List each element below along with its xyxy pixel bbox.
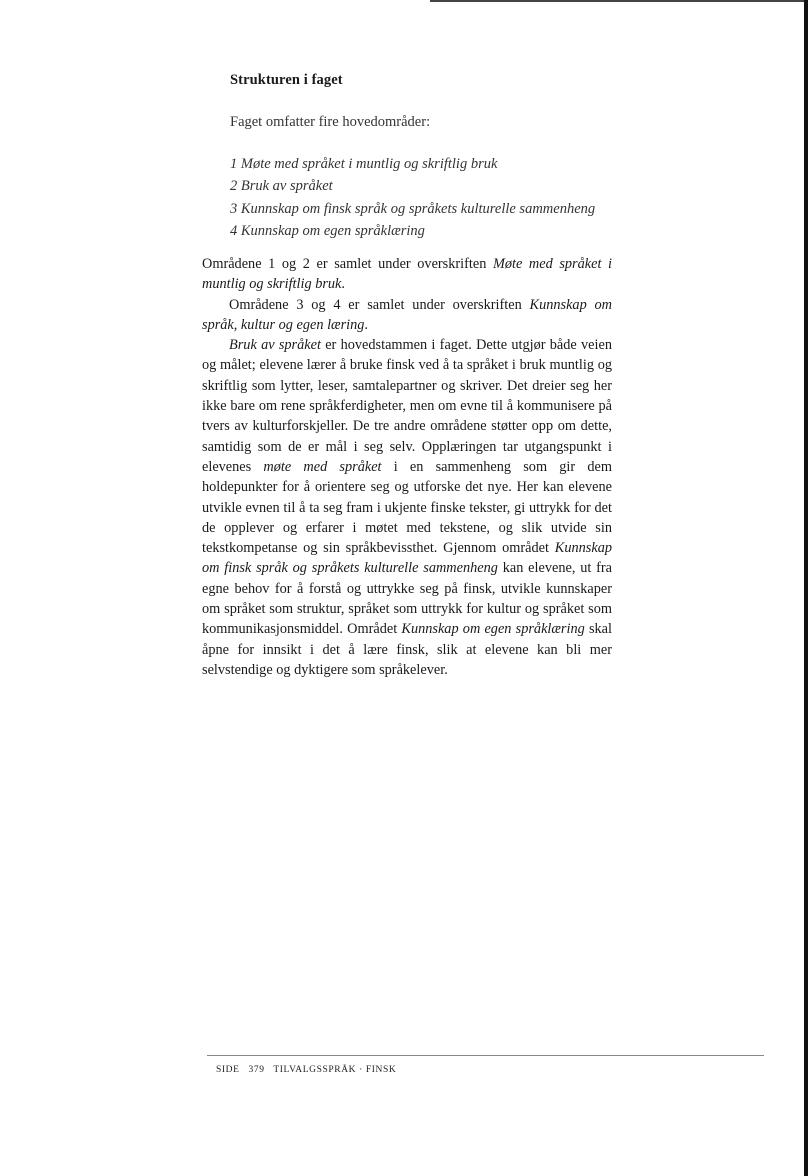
body-text (202, 254, 612, 680)
footer-divider (207, 1055, 764, 1056)
intro-text: Faget omfatter fire hovedområder: (230, 114, 431, 130)
section-heading: Strukturen i faget (230, 72, 343, 88)
page-number: 379 (248, 1065, 265, 1075)
footer-section: TILVALGSSPRÅK · FINSK (273, 1065, 397, 1075)
paragraph-1: Områdene 1 og 2 er samlet under overskriften Møte med språket i muntlig og skriftlig bruk. (202, 256, 612, 293)
page-footer (216, 1065, 402, 1075)
main-areas-list (230, 153, 595, 242)
scan-edge-top (430, 0, 808, 2)
list-item: 4 Kunnskap om egen språklæring (230, 222, 425, 239)
paragraph-2: Områdene 3 og 4 er samlet under overskriften Kunnskap om språk, kultur og egen læring. (202, 296, 612, 333)
list-item: 3 Kunnskap om finsk språk og språkets kulturelle sammenheng (230, 200, 596, 217)
footer-side-label: SIDE (216, 1065, 240, 1075)
scan-edge-right (804, 0, 808, 1176)
list-item: 1 Møte med språket i muntlig og skriftlig bruk (230, 156, 498, 172)
paragraph-3: Bruk av språket er hovedstammen i faget. Dette utgjør både veien og målet; elevene lærer å bruke finsk ved å ta språket i bruk muntlig og skriftlig som lytter, leser, samtalepartner og skriver. Det dreier seg her ikke bare om rene språkferdigheter, men om evne til å kommunisere på tvers av kulturforskjeller. De tre andre områdene støtter opp om dette, samtidig som de er mål i seg selv. Opplæringen tar utgangspunkt i elevenes møte med språket i en sammenheng som gir dem holdepunkter for å orientere seg og utforske det nye. Her kan elevene utvikle evnen til å ta seg fram i ukjente finske tekster, gi uttrykk for det de opplever og erfarer i møtet med tekstene, og slik utvide sin tekstkompetanse og sin språkbevissthet. Gjennom området Kunnskap om finsk språk og språkets kulturelle sammenheng kan elevene, ut fra egne behov for å forstå og uttrykke seg på finsk, utvikle kunnskaper om språket som struktur, språket som uttrykk for kultur og språket som kommunikasjonsmiddel. Området Kunnskap om egen språklæring skal åpne for innsikt i det å lære finsk, slik at elevene kan bli mer selvstendige og dyktigere som språkelever. (202, 337, 612, 678)
list-item: 2 Bruk av språket (230, 178, 333, 195)
